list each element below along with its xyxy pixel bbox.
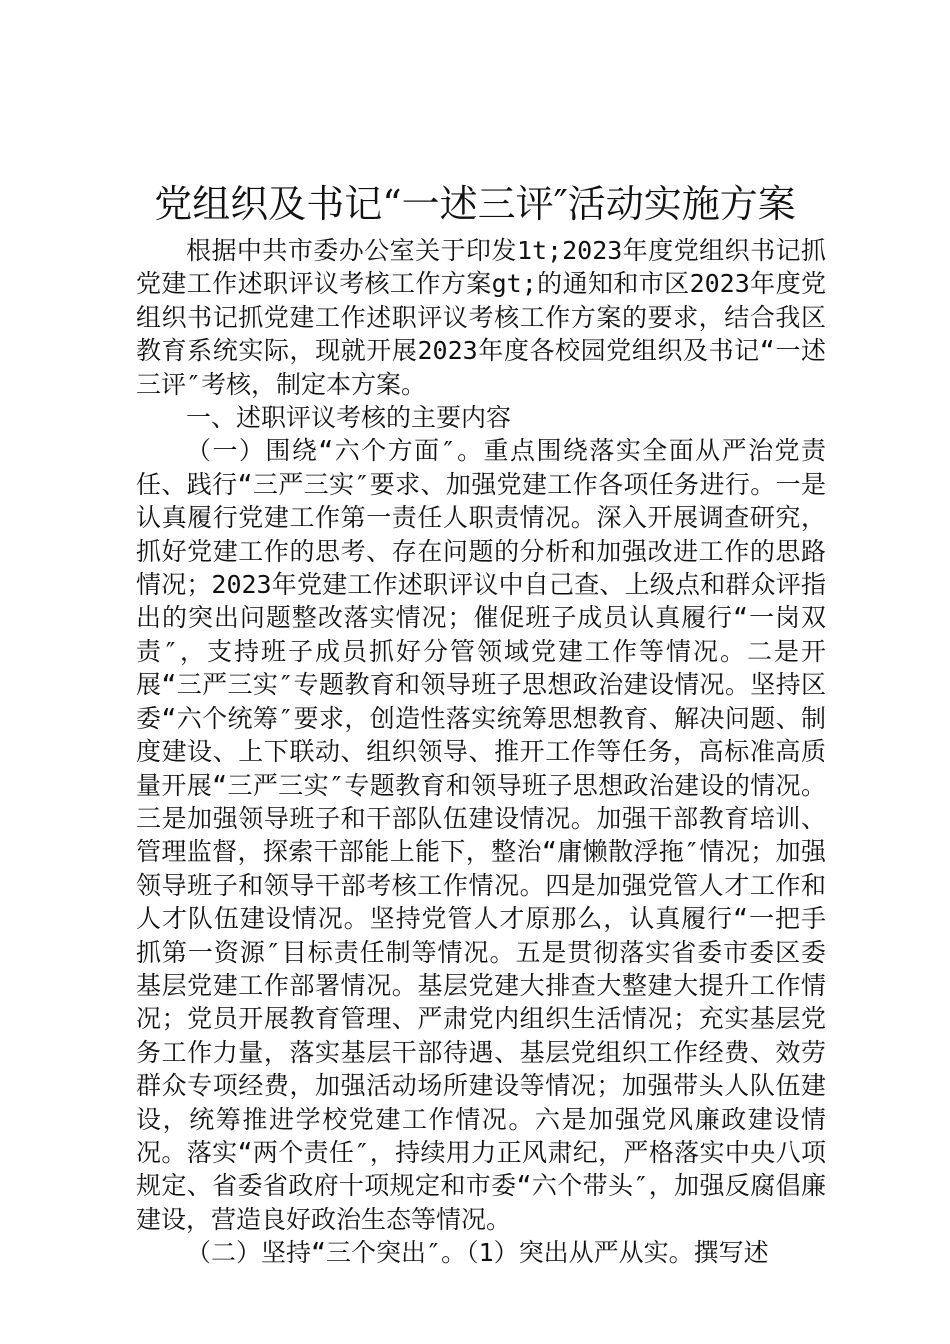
intro-paragraph: 根据中共市委办公室关于印发1t;2023年度党组织书记抓党建工作述职评议考核工作方案gt;的通知和市区2023年度党组织书记抓党建工作述职评议考核工作方案的要求，结合我区教育系统实际，现就开展2023年度各校园党组织及书记“一述三评″考核，制定本方案。 xyxy=(136,236,826,399)
document-body xyxy=(136,234,826,1270)
document-title: 党组织及书记“一述三评″活动实施方案 xyxy=(154,182,796,226)
body-paragraph: （一）围绕“六个方面″。重点围绕落实全面从严治党责任、践行“三严三实″要求、加强党建工作各项任务进行。一是认真履行党建工作第一责任人职责情况。深入开展调查研究，抓好党建工作的思考、存在问题的分析和加强改进工作的思路情况；2023年党建工作述职评议中自己查、上级点和群众评指出的突出问题整改落实情况；催促班子成员认真履行“一岗双责″，支持班子成员抓好分管领域党建工作等情况。二是开展“三严三实″专题教育和领导班子思想政治建设情况。坚持区委“六个统筹″要求，创造性落实统筹思想教育、解决问题、制度建设、上下联动、组织领导、推开工作等任务，高标准高质量开展“三严三实″专题教育和领导班子思想政治建设的情况。三是加强领导班子和干部队伍建设情况。加强干部教育培训、管理监督，探索干部能上能下，整治“庸懒散浮拖″情况；加强领导班子和领导干部考核工作情况。四是加强党管人才工作和人才队伍建设情况。坚持党管人才原那么，认真履行“一把手抓第一资源″目标责任制等情况。五是贯彻落实省委市委区委基层党建工作部署情况。基层党建大排查大整建大提升工作情况；党员开展教育管理、严肃党内组织生活情况；充实基层党务工作力量，落实基层干部待遇、基层党组织工作经费、效劳群众专项经费，加强活动场所建设等情况；加强带头人队伍建设，统筹推进学校党建工作情况。六是加强党风廉政建设情况。落实“两个责任″，持续用力正风肃纪，严格落实中央八项规定、省委省政府十项规定和市委“六个带头″，加强反腐倡廉建设，营造良好政治生态等情况。 xyxy=(136,436,826,1234)
body-paragraph-truncated: （二）坚持“三个突出″。（1）突出从严从实。撰写述 xyxy=(186,1238,769,1268)
section-heading: 一、述职评议考核的主要内容 xyxy=(186,403,512,433)
